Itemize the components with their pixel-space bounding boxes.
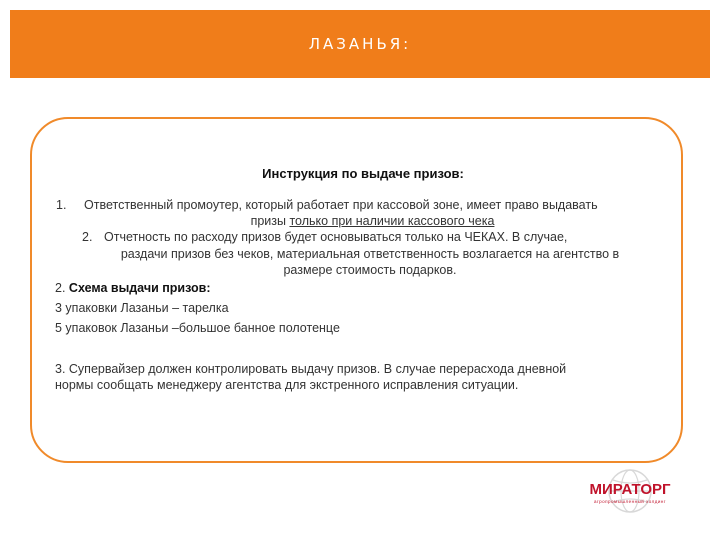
receipt-requirement: только при наличии кассового чека (289, 214, 495, 228)
page-title: ЛАЗАНЬЯ: (308, 35, 412, 53)
item2-number: 2. (82, 230, 93, 244)
scheme-item: 3 упаковки Лазаньи – тарелка (55, 301, 229, 315)
instructions-heading: Инструкция по выдаче призов: (262, 166, 464, 181)
item1-number: 1. (56, 198, 67, 212)
item2-line3: размере стоимость подарков. (283, 263, 457, 277)
item1-line2 (100, 214, 645, 229)
item1-line1: Ответственный промоутер, который работает при кассовой зоне, имеет право выдавать (84, 198, 598, 212)
logo-tagline: агропромышленный холдинг (593, 499, 667, 504)
supervisor-line2: нормы сообщать менеджеру агентства для экстренного исправления ситуации. (55, 378, 519, 392)
item2-line2: раздачи призов без чеков, материальная ответственность возлагается на агентство в (120, 247, 620, 261)
logo-brand: МИРАТОРГ (589, 481, 671, 498)
scheme-title: Схема выдачи призов: (68, 281, 211, 295)
miratorg-logo (575, 468, 685, 528)
header-banner (10, 10, 710, 78)
scheme-number: 2. (55, 281, 66, 295)
item1-line2-plain: призы (250, 214, 290, 228)
item2-line1: Отчетность по расходу призов будет основываться только на ЧЕКАХ. В случае, (104, 230, 568, 244)
scheme-heading (55, 281, 211, 296)
scheme-item: 5 упаковок Лазаньи –большое банное полотенце (55, 321, 340, 335)
supervisor-line1: 3. Супервайзер должен контролировать выдачу призов. В случае перерасхода дневной (55, 362, 567, 376)
